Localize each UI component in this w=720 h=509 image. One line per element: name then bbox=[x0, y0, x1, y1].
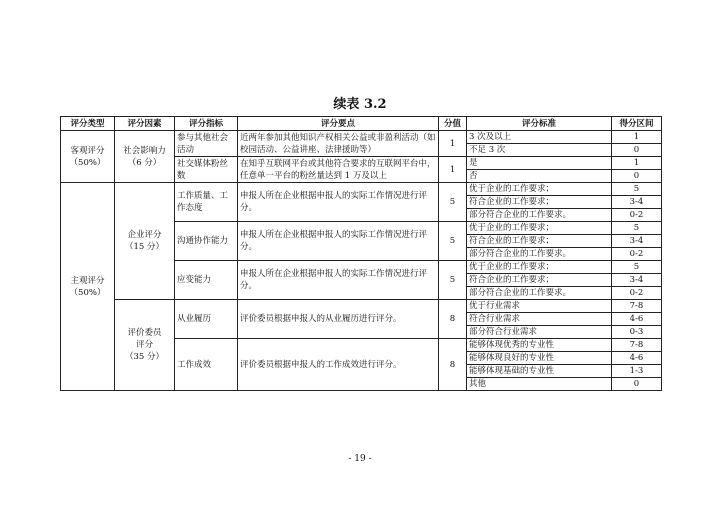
criteria-cell: 部分符合企业的工作要求。 bbox=[467, 248, 612, 261]
type-subjective: 主观评分 （50%） bbox=[61, 183, 115, 391]
indicator-cell: 应变能力 bbox=[175, 261, 238, 300]
score-cell: 8 bbox=[439, 339, 467, 391]
criteria-cell: 优于行业需求 bbox=[467, 300, 612, 313]
range-cell: 0 bbox=[612, 378, 662, 391]
range-cell: 7-8 bbox=[612, 300, 662, 313]
score-cell: 5 bbox=[439, 183, 467, 222]
indicator-cell: 工作成效 bbox=[175, 339, 238, 391]
indicator-cell: 社交媒体粉丝数 bbox=[175, 157, 238, 183]
indicator-cell: 参与其他社会活动 bbox=[175, 131, 238, 157]
criteria-cell: 其他 bbox=[467, 378, 612, 391]
range-cell: 3-4 bbox=[612, 196, 662, 209]
criteria-cell: 能够体现良好的专业性 bbox=[467, 352, 612, 365]
criteria-cell: 3 次及以上 bbox=[467, 131, 612, 144]
criteria-cell: 部分符合行业需求 bbox=[467, 326, 612, 339]
range-cell: 0 bbox=[612, 144, 662, 157]
criteria-cell: 优于企业的工作要求； bbox=[467, 183, 612, 196]
criteria-cell: 否 bbox=[467, 170, 612, 183]
range-cell: 0 bbox=[612, 170, 662, 183]
criteria-cell: 符合行业需求 bbox=[467, 313, 612, 326]
page-number: - 19 - bbox=[348, 454, 372, 464]
point-cell: 评价委员根据申报人的工作成效进行评分。 bbox=[238, 339, 439, 391]
point-cell: 在知乎互联网平台或其他符合要求的互联网平台中，任意单一平台的粉丝量达到 1 万及以上 bbox=[238, 157, 439, 183]
range-cell: 1 bbox=[612, 157, 662, 170]
criteria-cell: 符合企业的工作要求； bbox=[467, 196, 612, 209]
header-factor: 评分因素 bbox=[115, 117, 175, 131]
header-type: 评分类型 bbox=[61, 117, 115, 131]
criteria-cell: 能够体现优秀的专业性 bbox=[467, 339, 612, 352]
range-cell: 1 bbox=[612, 131, 662, 144]
table-row bbox=[61, 183, 662, 196]
criteria-cell: 优于企业的工作要求； bbox=[467, 222, 612, 235]
indicator-cell: 工作质量、工作态度 bbox=[175, 183, 238, 222]
range-cell: 4-6 bbox=[612, 352, 662, 365]
score-cell: 8 bbox=[439, 300, 467, 339]
range-cell: 0-3 bbox=[612, 326, 662, 339]
indicator-cell: 沟通协作能力 bbox=[175, 222, 238, 261]
type-objective: 客观评分 （50%） bbox=[61, 131, 115, 183]
header-row bbox=[61, 117, 662, 131]
criteria-cell: 符合企业的工作要求； bbox=[467, 235, 612, 248]
range-cell: 7-8 bbox=[612, 339, 662, 352]
criteria-cell: 是 bbox=[467, 157, 612, 170]
range-cell: 3-4 bbox=[612, 235, 662, 248]
point-cell: 申报人所在企业根据申报人的实际工作情况进行评分。 bbox=[238, 261, 439, 300]
score-cell: 5 bbox=[439, 222, 467, 261]
header-criteria: 评分标准 bbox=[467, 117, 612, 131]
score-cell: 5 bbox=[439, 261, 467, 300]
criteria-cell: 部分符合企业的工作要求。 bbox=[467, 287, 612, 300]
factor-enterprise: 企业评分 （15 分） bbox=[115, 183, 175, 300]
criteria-cell: 部分符合企业的工作要求。 bbox=[467, 209, 612, 222]
range-cell: 3-4 bbox=[612, 274, 662, 287]
range-cell: 1-3 bbox=[612, 365, 662, 378]
point-cell: 申报人所在企业根据申报人的实际工作情况进行评分。 bbox=[238, 222, 439, 261]
range-cell: 4-6 bbox=[612, 313, 662, 326]
table-caption: 续表 3.2 bbox=[333, 97, 387, 112]
criteria-cell: 符合企业的工作要求； bbox=[467, 274, 612, 287]
header-indicator: 评分指标 bbox=[175, 117, 238, 131]
range-cell: 0-2 bbox=[612, 209, 662, 222]
range-cell: 0-2 bbox=[612, 287, 662, 300]
score-cell: 1 bbox=[439, 131, 467, 157]
indicator-cell: 从业履历 bbox=[175, 300, 238, 339]
header-point: 评分要点 bbox=[238, 117, 439, 131]
range-cell: 0-2 bbox=[612, 248, 662, 261]
scoring-table bbox=[60, 116, 662, 391]
criteria-cell: 不足 3 次 bbox=[467, 144, 612, 157]
factor-committee: 评价委员 评分 （35 分） bbox=[115, 300, 175, 391]
point-cell: 评价委员根据申报人的从业履历进行评分。 bbox=[238, 300, 439, 339]
criteria-cell: 能够体现基础的专业性 bbox=[467, 365, 612, 378]
range-cell: 5 bbox=[612, 261, 662, 274]
factor-social-influence: 社会影响力 （6 分） bbox=[115, 131, 175, 183]
point-cell: 近两年参加其他知识产权相关公益或非盈利活动（如校园活动、公益讲座、法律援助等） bbox=[238, 131, 439, 157]
score-cell: 1 bbox=[439, 157, 467, 183]
range-cell: 5 bbox=[612, 222, 662, 235]
table-row bbox=[61, 300, 662, 313]
criteria-cell: 优于企业的工作要求； bbox=[467, 261, 612, 274]
point-cell: 申报人所在企业根据申报人的实际工作情况进行评分。 bbox=[238, 183, 439, 222]
header-range: 得分区间 bbox=[612, 117, 662, 131]
table-row bbox=[61, 131, 662, 144]
range-cell: 5 bbox=[612, 183, 662, 196]
header-score: 分值 bbox=[439, 117, 467, 131]
